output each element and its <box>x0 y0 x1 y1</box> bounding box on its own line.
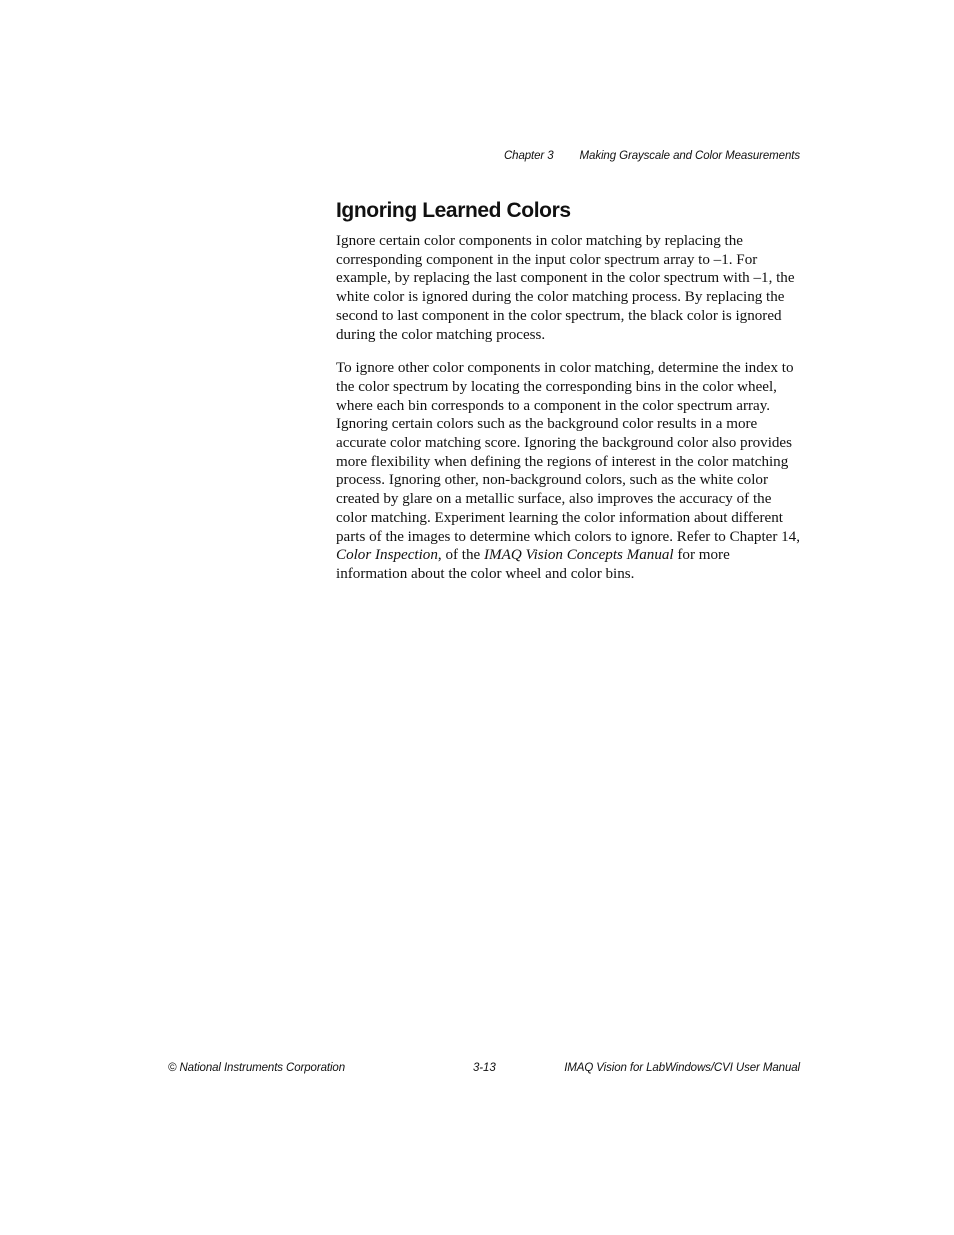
reference-concepts-manual: IMAQ Vision Concepts Manual <box>484 547 674 564</box>
paragraph-1: Ignore certain color components in color matching by replacing the corresponding component in the input color spectrum array to –1. For example, by replacing the last component in the color spectrum with –1, the white color is ignored during the color matching process. By replacing the second to last component in the color spectrum, the black color is ignored during the color matching process. <box>336 233 795 343</box>
main-content <box>336 196 802 599</box>
reference-color-inspection: Color Inspection <box>336 547 438 564</box>
footer-manual-title: IMAQ Vision for LabWindows/CVI User Manual <box>564 1062 800 1074</box>
paragraph-2-mid: , of the <box>437 547 484 564</box>
footer-copyright: © National Instruments Corporation <box>168 1062 346 1074</box>
paragraph-2 <box>336 359 802 583</box>
running-header <box>504 150 800 162</box>
paragraph-2-text: To ignore other color components in color matching, determine the index to the color spectrum by locating the corresponding bins in the color wheel, where each bin corresponds to a component in the color spectrum array. Ignoring certain colors such as the background color results in a more accurate color matching score. Ignoring the background color also provides more flexibility when defining the regions of interest in the color matching process. Ignoring other, non-background colors, such as the white color created by glare on a metallic surface, also improves the accuracy of the color matching. Experiment learning the color information about different parts of the images to determine which colors to ignore. Refer to Chapter 14, <box>336 360 801 545</box>
paragraph-2-end: for more information about the color wheel and color bins. <box>336 547 730 582</box>
footer-page-number: 3-13 <box>473 1062 496 1074</box>
section-heading: Ignoring Learned Colors <box>336 199 571 222</box>
header-chapter: Chapter 3 <box>503 150 554 162</box>
header-chapter-title: Making Grayscale and Color Measurements <box>579 150 800 162</box>
